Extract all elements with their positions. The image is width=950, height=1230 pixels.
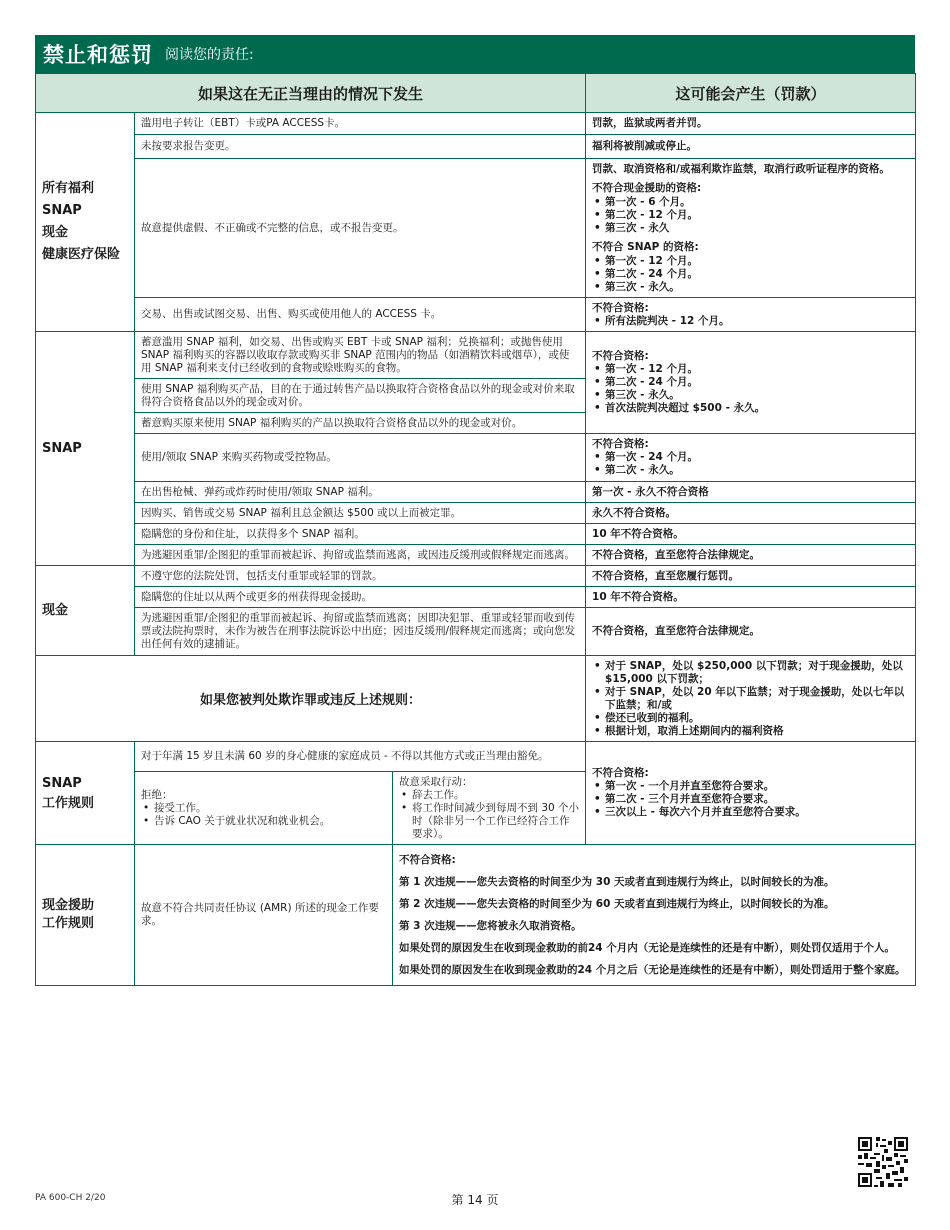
violation-desc: 未按要求报告变更。 [135,135,586,159]
refuse-cell: 拒绝： • 接受工作。 • 告诉 CAO 关于就业状况和就业机会。 [135,772,393,845]
violation-desc: 故意不符合共同责任协议 (AMR) 所述的现金工作要求。 [135,845,393,986]
list-item: • 第一次 - 一个月并直至您符合要求。 [592,780,909,793]
table-row [36,298,916,332]
list-item: • 第二次 - 24 个月。 [592,268,909,281]
column-header-right: 这可能会产生（罚款） [586,74,916,113]
page-subtitle: 阅读您的责任: [165,47,254,63]
penalty-cell: 不符合资格: • 第一次 - 一个月并直至您符合要求。 • 第二次 - 三个月并直至您符合要求。 • 三次以上 - 每次六个月并直至您符合要求。 [586,742,916,845]
column-header-left: 如果这在无正当理由的情况下发生 [36,74,586,113]
violation-desc: 在出售枪械、弹药或炸药时使用/领取 SNAP 福利。 [135,482,586,503]
title-bar [35,35,915,73]
penalty-line: 如果处罚的原因发生在收到现金救助的24 个月之后（无论是连续性的还是有中断），则处罚适用于整个家庭。 [399,964,906,976]
penalty-text: 罚款，监狱或两者并罚。 [586,113,916,135]
penalty-text: 不符合资格，直至您符合法律规定。 [586,545,916,566]
violation-desc: 交易、出售或试图交易、出售、购买或使用他人的 ACCESS 卡。 [135,298,586,332]
category-cash-work-rules: 现金援助 工作规则 [36,845,135,986]
list-item: • 偿还已收到的福利。 [592,712,909,725]
violation-desc: 蓄意滥用 SNAP 福利，如交易、出售或购买 EBT 卡或 SNAP 福利；兑换福利；或抛售使用 SNAP 福利购买的容器以收取存款或购买非 SNAP 范围内的物品（如酒精饮料或烟草），或使用 SNAP 福利来支付已经收到的食物或赊账购买的食物。 [135,332,586,379]
list-item: • 所有法院判决 - 12 个月。 [592,315,909,328]
list-item: • 第三次 - 永久 [592,222,909,235]
penalty-line: 第 1 次违规——您失去资格的时间至少为 30 天或者直到违规行为终止，以时间较长的为准。 [399,876,835,888]
violation-desc: 故意提供虚假、不正确或不完整的信息，或不报告变更。 [135,159,586,298]
list-item: • 对于 SNAP，处以 20 年以下监禁；对于现金援助，处以七年以下监禁；和/或 [592,686,909,712]
table-row [36,566,916,587]
list-item: • 第二次 - 24 个月。 [592,376,909,389]
penalty-cell: 不符合资格: • 所有法院判决 - 12 个月。 [586,298,916,332]
penalty-line: 如果处罚的原因发生在收到现金救助的前24 个月内（无论是连续性的还是有中断），则处罚仅适用于个人。 [399,942,896,954]
penalty-cell: 不符合资格: • 第一次 - 24 个月。 • 第二次 - 永久。 [586,434,916,482]
table-row [36,524,916,545]
penalties-table [35,73,916,986]
table-row [36,656,916,742]
violation-desc: 为逃避因重罪/企图犯的重罪而被起诉、拘留或监禁而逃离；因即决犯罪、重罪或轻罪而收到传票或法院拘票时，未作为被告在刑事法院诉讼中出庭；因违反缓刑/假释规定而逃离；或向您发出任何有效的逮捕证。 [135,608,586,656]
action-cell: 故意采取行动： • 辞去工作。 • 将工作时间减少到每周不到 30 个小时（除非另一个工作已经符合工作要求）。 [393,772,586,845]
violation-desc: 使用/领取 SNAP 来购买药物或受控物品。 [135,434,586,482]
cash-ineligibility-list [592,196,909,235]
penalty-text: 不符合资格，直至您履行惩罚。 [586,566,916,587]
table-row [36,332,916,379]
table-row [36,434,916,482]
table-row [36,608,916,656]
page-number: 第 14 页 [451,1193,499,1207]
penalty-line: 不符合资格: [399,854,456,866]
violation-desc: 滥用电子转让（EBT）卡或PA ACCESS卡。 [135,113,586,135]
penalty-line: 第 2 次违规——您失去资格的时间至少为 60 天或者直到违规行为终止，以时间较长的为准。 [399,898,835,910]
snap-ineligibility-head: 不符合 SNAP 的资格: [592,240,699,253]
penalty-intro: 罚款、取消资格和/或福利欺诈监禁，取消行政听证程序的资格。 [592,162,890,175]
list-item: • 第一次 - 24 个月。 [592,451,909,464]
list-item: • 将工作时间减少到每周不到 30 个小时（除非另一个工作已经符合工作要求）。 [399,802,579,841]
penalty-text: 不符合资格，直至您符合法律规定。 [586,608,916,656]
work-rule-intro: 对于年满 15 岁且未满 60 岁的身心健康的家庭成员 - 不得以其他方式或正当理由豁免。 [135,742,586,772]
category-all-benefits: 所有福利 SNAP 现金 健康医疗保险 [36,113,135,332]
list-item: • 接受工作。 [141,802,386,815]
table-row [36,113,916,135]
qr-code [858,1137,908,1187]
form-code: PA 600-CH 2/20 [35,1193,106,1203]
list-item: • 第二次 - 永久。 [592,464,909,477]
category-snap-work-rules: SNAP 工作规则 [36,742,135,845]
list-item: • 三次以上 - 每次六个月并直至您符合要求。 [592,806,909,819]
table-row [36,503,916,524]
category-snap: SNAP [36,332,135,566]
table-row [36,135,916,159]
table-row [36,845,916,986]
penalty-text: 福利将被削减或停止。 [586,135,916,159]
list-item: • 第一次 - 12 个月。 [592,363,909,376]
list-item: • 第一次 - 12 个月。 [592,255,909,268]
table-header-row [36,74,916,113]
penalty-cell [393,845,916,986]
list-item: • 第三次 - 永久。 [592,281,909,294]
penalty-text: 第一次 - 永久不符合资格 [586,482,916,503]
table-row [36,482,916,503]
violation-desc: 为逃避因重罪/企图犯的重罪而被起诉、拘留或监禁而逃离，或因违反缓刑或假释规定而逃离。 [135,545,586,566]
cash-ineligibility-head: 不符合现金援助的资格: [592,181,702,194]
table-row [36,742,916,772]
violation-desc: 使用 SNAP 福利购买产品，目的在于通过转售产品以换取符合资格食品以外的现金或对价来取得符合资格食品以外的现金或对价。 [135,379,586,413]
violation-desc: 蓄意购买原来使用 SNAP 福利购买的产品以换取符合资格食品以外的现金或对价。 [135,413,586,434]
penalty-cell [586,159,916,298]
snap-ineligibility-list [592,255,909,294]
violation-desc: 因购买、销售或交易 SNAP 福利且总金额达 $500 或以上而被定罪。 [135,503,586,524]
violation-desc: 不遵守您的法院处罚，包括支付重罪或轻罪的罚款。 [135,566,586,587]
list-item: • 第一次 - 6 个月。 [592,196,909,209]
page-title: 禁止和惩罚 [43,43,153,67]
list-item: • 首次法院判决超过 $500 - 永久。 [592,402,909,415]
list-item: • 根据计划，取消上述期间内的福利资格 [592,725,909,738]
penalty-line: 第 3 次违规——您将被永久取消资格。 [399,920,582,932]
penalty-text: 10 年不符合资格。 [586,524,916,545]
table-row [36,545,916,566]
penalty-text: 10 年不符合资格。 [586,587,916,608]
violation-desc: 隐瞒您的身份和住址，以获得多个 SNAP 福利。 [135,524,586,545]
violation-desc: 隐瞒您的住址以从两个或更多的州获得现金援助。 [135,587,586,608]
list-item: • 辞去工作。 [399,789,579,802]
list-item: • 对于 SNAP，处以 $250,000 以下罚款；对于现金援助，处以 $15,000 以下罚款； [592,660,909,686]
penalty-cell: 不符合资格: • 第一次 - 12 个月。 • 第二次 - 24 个月。 • 第三次 - 永久。 • 首次法院判决超过 $500 - 永久。 [586,332,916,434]
document-page [35,35,915,986]
category-cash: 现金 [36,566,135,656]
fraud-conviction-label: 如果您被判处欺诈罪或违反上述规则： [36,656,586,742]
penalty-text: 永久不符合资格。 [586,503,916,524]
penalty-cell [586,656,916,742]
list-item: • 告诉 CAO 关于就业状况和就业机会。 [141,815,386,828]
list-item: • 第二次 - 12 个月。 [592,209,909,222]
table-row [36,587,916,608]
list-item: • 第三次 - 永久。 [592,389,909,402]
table-row [36,159,916,298]
list-item: • 第二次 - 三个月并直至您符合要求。 [592,793,909,806]
